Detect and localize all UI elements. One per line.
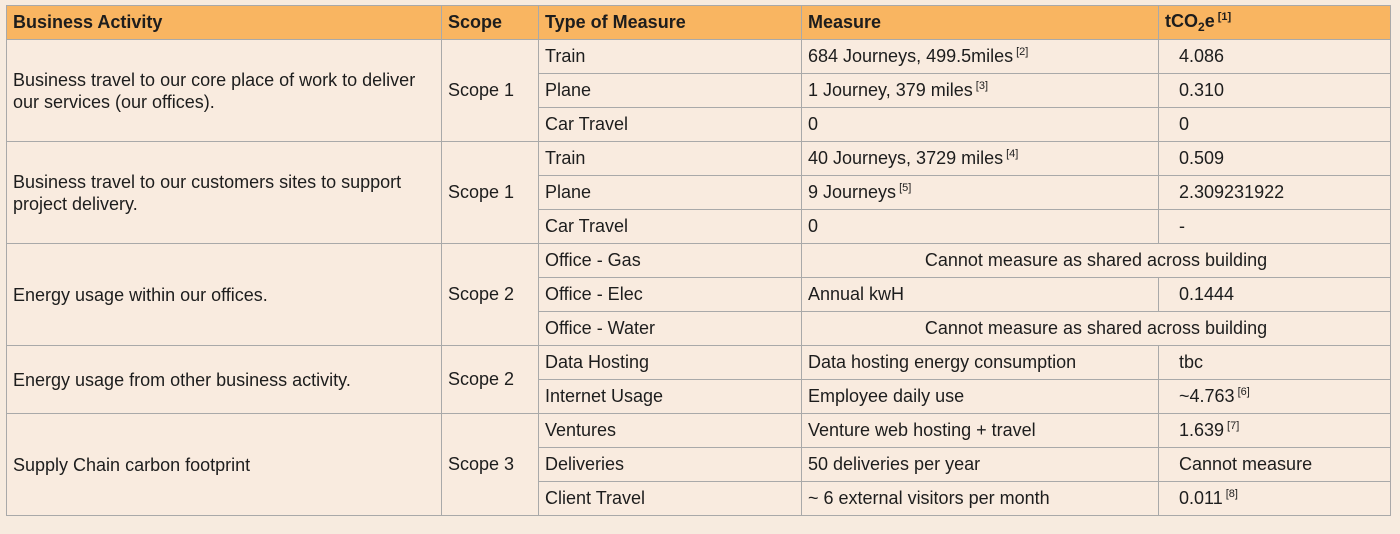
table-row [7, 244, 1391, 278]
scope-cell: Scope 3 [442, 414, 539, 516]
footnote-ref: [7] [1227, 420, 1240, 432]
footnote-ref: [5] [899, 182, 912, 194]
scope-cell: Scope 2 [442, 346, 539, 414]
scope-cell: Scope 1 [442, 142, 539, 244]
activity-cell: Business travel to our core place of work to deliver our services (our offices). [7, 40, 442, 142]
type-cell: Data Hosting [539, 346, 802, 380]
tco2e-text: ~4.763 [1179, 386, 1235, 406]
tco2e-cell [1159, 414, 1391, 448]
measure-cell: Annual kwH [802, 278, 1159, 312]
tco2e-cell: 4.086 [1159, 40, 1391, 74]
type-cell: Train [539, 142, 802, 176]
merged-note-cell: Cannot measure as shared across building [802, 312, 1391, 346]
measure-cell [802, 176, 1159, 210]
activity-cell: Supply Chain carbon footprint [7, 414, 442, 516]
type-cell: Train [539, 40, 802, 74]
activity-cell: Business travel to our customers sites to support project delivery. [7, 142, 442, 244]
type-cell: Plane [539, 74, 802, 108]
tco2e-cell: 0.310 [1159, 74, 1391, 108]
header-business-activity: Business Activity [7, 6, 442, 40]
type-cell: Internet Usage [539, 380, 802, 414]
measure-cell [802, 74, 1159, 108]
tco2e-cell: tbc [1159, 346, 1391, 380]
measure-cell: Employee daily use [802, 380, 1159, 414]
measure-text: 1 Journey, 379 miles [808, 80, 973, 100]
header-tco2e-footnote: [1] [1217, 11, 1232, 23]
table-row [7, 346, 1391, 380]
measure-cell: ~ 6 external visitors per month [802, 482, 1159, 516]
tco2e-text: 0.011 [1179, 488, 1223, 508]
tco2e-cell: 2.309231922 [1159, 176, 1391, 210]
type-cell: Client Travel [539, 482, 802, 516]
measure-cell: 50 deliveries per year [802, 448, 1159, 482]
header-type-of-measure: Type of Measure [539, 6, 802, 40]
footnote-ref: [6] [1237, 386, 1250, 398]
type-cell: Car Travel [539, 210, 802, 244]
header-tco2e [1159, 6, 1391, 40]
type-cell: Plane [539, 176, 802, 210]
type-cell: Office - Gas [539, 244, 802, 278]
type-cell: Office - Elec [539, 278, 802, 312]
header-tco2e-main: tCO [1165, 11, 1198, 31]
table-row [7, 40, 1391, 74]
type-cell: Office - Water [539, 312, 802, 346]
tco2e-cell [1159, 482, 1391, 516]
header-row [7, 6, 1391, 40]
measure-cell [802, 40, 1159, 74]
measure-text: 9 Journeys [808, 182, 897, 202]
tco2e-cell: Cannot measure [1159, 448, 1391, 482]
tco2e-cell: 0.509 [1159, 142, 1391, 176]
measure-cell: 0 [802, 210, 1159, 244]
measure-cell [802, 142, 1159, 176]
header-measure: Measure [802, 6, 1159, 40]
merged-note-cell: Cannot measure as shared across building [802, 244, 1391, 278]
activity-cell: Energy usage within our offices. [7, 244, 442, 346]
footnote-ref: [4] [1006, 148, 1019, 160]
scope-cell: Scope 2 [442, 244, 539, 346]
type-cell: Deliveries [539, 448, 802, 482]
tco2e-cell [1159, 380, 1391, 414]
footnote-ref: [3] [975, 80, 988, 92]
header-tco2e-subscript: 2 [1198, 20, 1205, 34]
measure-cell: 0 [802, 108, 1159, 142]
footnote-ref: [8] [1225, 488, 1238, 500]
tco2e-text: 1.639 [1179, 420, 1225, 440]
type-cell: Ventures [539, 414, 802, 448]
measure-text: 684 Journeys, 499.5miles [808, 46, 1014, 66]
tco2e-cell: 0 [1159, 108, 1391, 142]
type-cell: Car Travel [539, 108, 802, 142]
measure-text: 40 Journeys, 3729 miles [808, 148, 1004, 168]
emissions-table [6, 5, 1391, 516]
table-row [7, 142, 1391, 176]
table-row [7, 414, 1391, 448]
footnote-ref: [2] [1016, 46, 1029, 58]
measure-cell: Data hosting energy consumption [802, 346, 1159, 380]
activity-cell: Energy usage from other business activity. [7, 346, 442, 414]
tco2e-cell: - [1159, 210, 1391, 244]
header-scope: Scope [442, 6, 539, 40]
tco2e-cell: 0.1444 [1159, 278, 1391, 312]
header-tco2e-suffix: e [1204, 11, 1215, 31]
scope-cell: Scope 1 [442, 40, 539, 142]
measure-cell: Venture web hosting + travel [802, 414, 1159, 448]
